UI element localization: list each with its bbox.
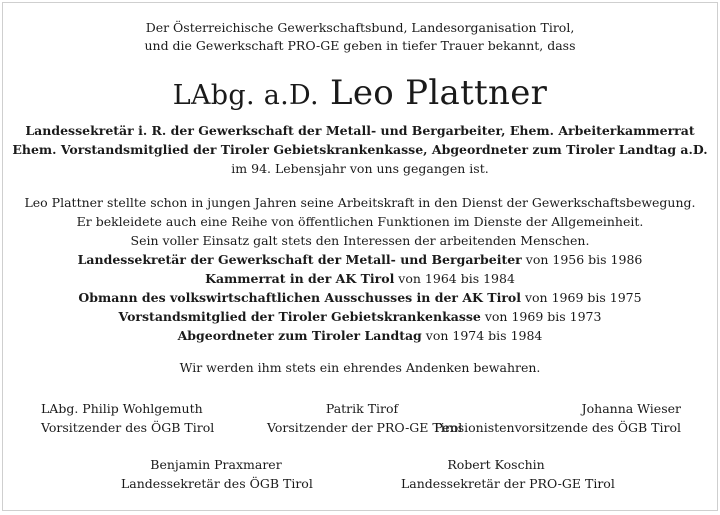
signatory-role: Landessekretär des ÖGB Tirol (121, 476, 313, 491)
biography-line: Sein voller Einsatz galt stets den Interessen der arbeitenden Menschen. (130, 233, 590, 248)
position-line (3, 250, 717, 269)
position-period: von 1964 bis 1984 (394, 271, 515, 286)
signatory-name: Johanna Wieser (581, 401, 681, 416)
position-period: von 1956 bis 1986 (521, 252, 643, 267)
deceased-roles (3, 121, 717, 178)
role-line: Landessekretär i. R. der Gewerkschaft der Metall- und Bergarbeiter, Ehem. Arbeiterkammerrat (25, 123, 695, 138)
signatory (267, 399, 463, 437)
signatory-role: Pensionistenvorsitzende des ÖGB Tirol (434, 420, 681, 435)
closing-line: Wir werden ihm stets ein ehrendes Andenken bewahren. (179, 360, 541, 375)
signatory (121, 455, 311, 493)
signatory-name: Patrik Tirof (325, 401, 399, 416)
position-line (3, 288, 717, 307)
intro-text (3, 19, 717, 55)
position-period: von 1969 bis 1973 (480, 309, 602, 324)
position-line (3, 307, 717, 326)
signatory-name: Benjamin Praxmarer (150, 457, 282, 472)
biography-line: Er bekleidete auch eine Reihe von öffentlichen Funktionen im Dienste der Allgemeinheit. (76, 214, 644, 229)
intro-line: Der Österreichische Gewerkschaftsbund, Landesorganisation Tirol, (145, 20, 575, 35)
biography-line: Leo Plattner stellte schon in jungen Jahren seine Arbeitskraft in den Dienst der Gewerkschaftsbewegung. (24, 195, 696, 210)
position-role: Vorstandsmitglied der Tiroler Gebietskrankenkasse (118, 309, 481, 324)
signatory-role: Landessekretär der PRO-GE Tirol (401, 476, 615, 491)
position-role: Kammerrat in der AK Tirol (205, 271, 395, 286)
position-period: von 1969 bis 1975 (521, 290, 642, 305)
deceased-heading (3, 73, 717, 116)
role-line: Ehem. Vorstandsmitglied der Tiroler Gebietskrankenkasse, Abgeordneter zum Tiroler Landtag a.D. (12, 142, 708, 157)
position-role: Abgeordneter zum Tiroler Landtag (177, 328, 422, 343)
position-line (3, 326, 717, 345)
signatory (434, 399, 681, 437)
signatory (41, 399, 214, 437)
signatory-name: LAbg. Philip Wohlgemuth (41, 401, 203, 416)
signatory-role: Vorsitzender der PRO-GE Tirol (267, 420, 463, 435)
signatory-name: Robert Koschin (447, 457, 545, 472)
intro-line: und die Gewerkschaft PRO-GE geben in tiefer Trauer bekannt, dass (144, 38, 576, 53)
position-role: Obmann des volkswirtschaftlichen Ausschusses in der AK Tirol (78, 290, 521, 305)
signatory-role: Vorsitzender des ÖGB Tirol (41, 420, 215, 435)
position-role: Landessekretär der Gewerkschaft der Metall- und Bergarbeiter (77, 252, 522, 267)
passing-line: im 94. Lebensjahr von uns gegangen ist. (231, 161, 489, 176)
biography (3, 193, 717, 345)
deceased-title: LAbg. a.D. (172, 80, 319, 111)
deceased-name: Leo Plattner (330, 73, 548, 113)
position-line (3, 269, 717, 288)
position-period: von 1974 bis 1984 (421, 328, 543, 343)
obituary-notice (2, 2, 718, 511)
signatory (401, 455, 615, 493)
